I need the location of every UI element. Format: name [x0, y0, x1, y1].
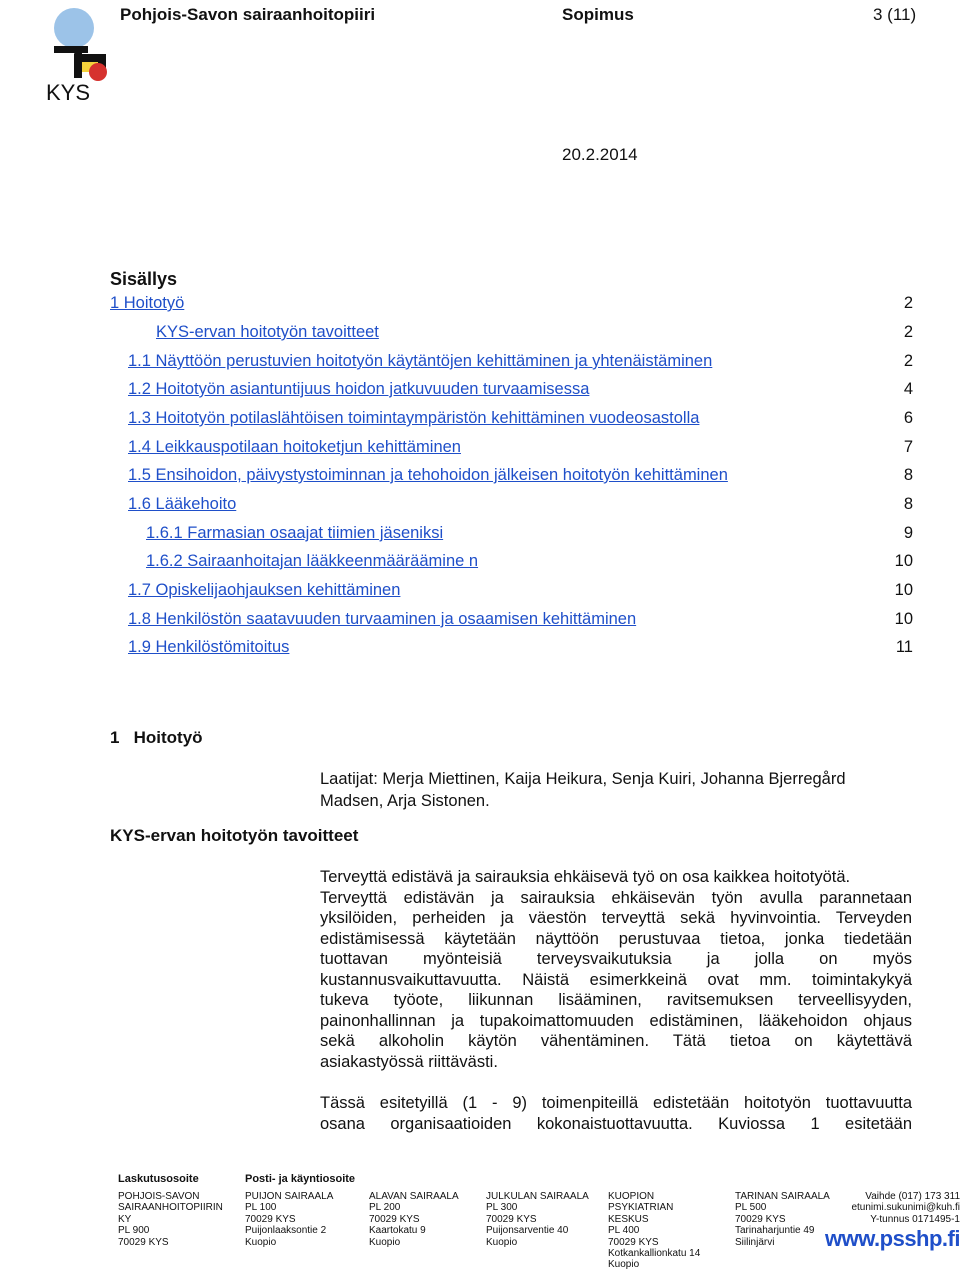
- footer-line: Kuopio: [369, 1236, 401, 1248]
- footer-line: POHJOIS-SAVON: [118, 1191, 200, 1202]
- footer-alava: [369, 1174, 459, 1248]
- toc-link-1-7[interactable]: 1.7 Opiskelijaohjauksen kehittäminen: [128, 581, 401, 599]
- document-date: 20.2.2014: [562, 145, 638, 164]
- paragraph-line: sekä alkoholin käytön vähentäminen. Tätä tietoa on käytettävä: [320, 1032, 912, 1050]
- toc-row: [0, 294, 960, 316]
- kys-logo: [44, 6, 114, 104]
- toc-row: [0, 524, 960, 546]
- toc-row: [0, 323, 960, 345]
- footer-line: Kuopio: [245, 1236, 277, 1248]
- toc-link-kys-erva[interactable]: KYS-ervan hoitotyön tavoitteet: [156, 323, 379, 341]
- paragraph-line: kustannusvaikuttavuutta. Näistä esimerkkeinä ovat mm. toimintakykyä: [320, 970, 912, 989]
- footer-line: TARINAN SAIRAALA: [735, 1191, 830, 1202]
- subsection-heading: KYS-ervan hoitotyön tavoitteet: [110, 826, 359, 845]
- paragraph-line: Terveyttä edistävä ja sairauksia ehkäisevä työ on osa kaikkea hoitotyötä.: [320, 868, 851, 886]
- toc-page-number: 10: [894, 581, 913, 599]
- toc-link-1-3[interactable]: 1.3 Hoitotyön potilaslähtöisen toimintaympäristön kehittäminen vuodeosastolla: [128, 409, 700, 427]
- footer-line: ALAVAN SAIRAALA: [369, 1191, 459, 1202]
- footer-line: PL 500: [735, 1202, 767, 1214]
- footer-line: Y-tunnus 0171495-1: [870, 1213, 960, 1225]
- logo-text: KYS: [46, 80, 91, 104]
- footer-line: Siilinjärvi: [735, 1236, 775, 1248]
- footer-line: Kaartokatu 9: [369, 1225, 426, 1237]
- toc-link-1-6-1[interactable]: 1.6.1 Farmasian osaajat tiimien jäseniksi: [146, 524, 444, 542]
- footer-line: 70029 KYS: [245, 1213, 296, 1225]
- footer-julkula: [486, 1174, 589, 1248]
- footer-email[interactable]: etunimi.sukunimi@kuh.fi: [851, 1202, 960, 1214]
- authors-line: Laatijat: Merja Miettinen, Kaija Heikura, Senja Kuiri, Johanna Bjerregård: [320, 770, 846, 788]
- footer-line: KY: [118, 1213, 132, 1225]
- toc-page-number: 4: [903, 380, 913, 398]
- footer-billing-heading: Laskutusosoite: [118, 1173, 199, 1185]
- toc-page-number: 2: [903, 352, 913, 370]
- footer-line: Kuopio: [486, 1236, 518, 1248]
- toc-row: [0, 581, 960, 603]
- paragraph-line: yksilöiden, perheiden ja väestön terveyttä sekä hyvinvointia. Terveyden: [320, 909, 912, 927]
- toc-page-number: 2: [903, 323, 913, 341]
- toc-row: [0, 495, 960, 517]
- toc-page-number: 10: [894, 552, 913, 570]
- toc-row: [0, 352, 960, 374]
- paragraph-line: Tässä esitetyillä (1 - 9) toimenpiteillä edistetään hoitotyön tuottavuutta: [320, 1094, 912, 1112]
- paragraph-line: edistämisessä käytetään näyttöön perustuvaa tietoa, jonka tiedetään: [320, 929, 912, 948]
- toc-page-number: 10: [894, 610, 913, 628]
- paragraph-line: osana organisaatioiden kokonaistuottavuutta. Kuviossa 1 esitetään: [320, 1114, 912, 1133]
- footer-tarina: [735, 1174, 830, 1248]
- paragraph-line: painonhallinnan ja tupakoimattomuuden edistäminen, lääkehoidon ohjaus: [320, 1011, 912, 1030]
- toc-row: [0, 380, 960, 402]
- toc-link-1-1[interactable]: 1.1 Näyttöön perustuvien hoitotyön käytäntöjen kehittäminen ja yhtenäistäminen: [128, 352, 713, 370]
- footer-line: KESKUS: [608, 1213, 649, 1225]
- toc-link-1-6[interactable]: 1.6 Lääkehoito: [128, 495, 237, 513]
- toc-row: [0, 638, 960, 660]
- footer-line: 70029 KYS: [608, 1236, 659, 1248]
- paragraph-line: Terveyttä edistävän ja sairauksia ehkäisevän työn avulla parannetaan: [320, 888, 912, 907]
- toc-row: [0, 466, 960, 488]
- toc-link-1-9[interactable]: 1.9 Henkilöstömitoitus: [128, 638, 290, 656]
- footer-line: SAIRAANHOITOPIIRIN: [118, 1202, 223, 1214]
- footer-line: Puijonsarventie 40: [486, 1225, 569, 1237]
- paragraph-line: tukeva työote, liikunnan lisääminen, ravitsemuksen terveellisyyden,: [320, 991, 912, 1009]
- paragraph-health-promotion: [320, 867, 912, 1072]
- footer-psykiatria: [608, 1174, 700, 1271]
- page-number: 3 (11): [873, 5, 917, 24]
- footer-line: PL 200: [369, 1202, 401, 1214]
- toc-row: [0, 552, 960, 574]
- footer-line: KUOPION: [608, 1191, 655, 1202]
- footer-line: PL 400: [608, 1225, 640, 1237]
- footer-line: PUIJON SAIRAALA: [245, 1191, 334, 1202]
- toc-page-number: 2: [903, 294, 913, 312]
- footer-line: PL 100: [245, 1202, 277, 1214]
- toc-page-number: 9: [903, 524, 913, 542]
- footer-line: Kuopio: [608, 1259, 640, 1271]
- footer-line: Puijonlaaksontie 2: [245, 1225, 327, 1237]
- toc-page-number: 8: [903, 495, 913, 513]
- toc-page-number: 7: [903, 438, 913, 456]
- section-heading: 1 Hoitotyö: [110, 728, 203, 747]
- authors: [320, 768, 900, 812]
- toc-heading: Sisällys: [110, 269, 178, 289]
- toc-link-1[interactable]: 1 Hoitotyö: [110, 294, 185, 312]
- footer-line: 70029 KYS: [735, 1213, 786, 1225]
- footer-line: JULKULAN SAIRAALA: [486, 1191, 589, 1202]
- toc-row: [0, 610, 960, 632]
- toc-row: [0, 409, 960, 431]
- footer-puijo: [245, 1174, 355, 1248]
- footer-contact: [851, 1174, 960, 1225]
- toc-page-number: 6: [903, 409, 913, 427]
- footer-line: Vaihde (017) 173 311: [865, 1191, 960, 1202]
- toc-link-1-5[interactable]: 1.5 Ensihoidon, päivystystoiminnan ja tehohoidon jälkeisen hoitotyön kehittäminen: [128, 466, 728, 484]
- document-type: Sopimus: [562, 5, 634, 24]
- footer-line: PSYKIATRIAN: [608, 1202, 674, 1214]
- toc-link-1-8[interactable]: 1.8 Henkilöstön saatavuuden turvaaminen ja osaamisen kehittäminen: [128, 610, 637, 628]
- footer-billing: [118, 1174, 223, 1248]
- toc-page-number: 8: [903, 466, 913, 484]
- footer-line: PL 300: [486, 1202, 518, 1214]
- paragraph-measures: [320, 1093, 912, 1134]
- authors-line: Madsen, Arja Sistonen.: [320, 792, 490, 810]
- footer-line: PL 900: [118, 1225, 150, 1237]
- organization-name: Pohjois-Savon sairaanhoitopiiri: [120, 5, 376, 24]
- toc-link-1-6-2[interactable]: 1.6.2 Sairaanhoitajan lääkkeenmääräämine n: [146, 552, 479, 570]
- footer-line: 70029 KYS: [486, 1213, 537, 1225]
- paragraph-line: tuottavan myönteisiä terveysvaikutuksia ja jolla on myös: [320, 950, 912, 968]
- toc-link-1-4[interactable]: 1.4 Leikkauspotilaan hoitoketjun kehittäminen: [128, 438, 461, 456]
- toc-page-number: 11: [895, 638, 913, 656]
- toc-row: [0, 438, 960, 460]
- paragraph-line: asiakastyössä riittävästi.: [320, 1052, 498, 1071]
- footer-visit-heading: Posti- ja käyntiosoite: [245, 1173, 356, 1185]
- toc-link-1-2[interactable]: 1.2 Hoitotyön asiantuntijuus hoidon jatkuvuuden turvaamisessa: [128, 380, 590, 398]
- footer-line: Kotkankallionkatu 14: [608, 1247, 701, 1259]
- footer-line: Tarinaharjuntie 49: [735, 1225, 815, 1237]
- footer-line: 70029 KYS: [369, 1213, 420, 1225]
- footer-line: 70029 KYS: [118, 1236, 169, 1248]
- website-link[interactable]: www.psshp.fi: [825, 1226, 960, 1251]
